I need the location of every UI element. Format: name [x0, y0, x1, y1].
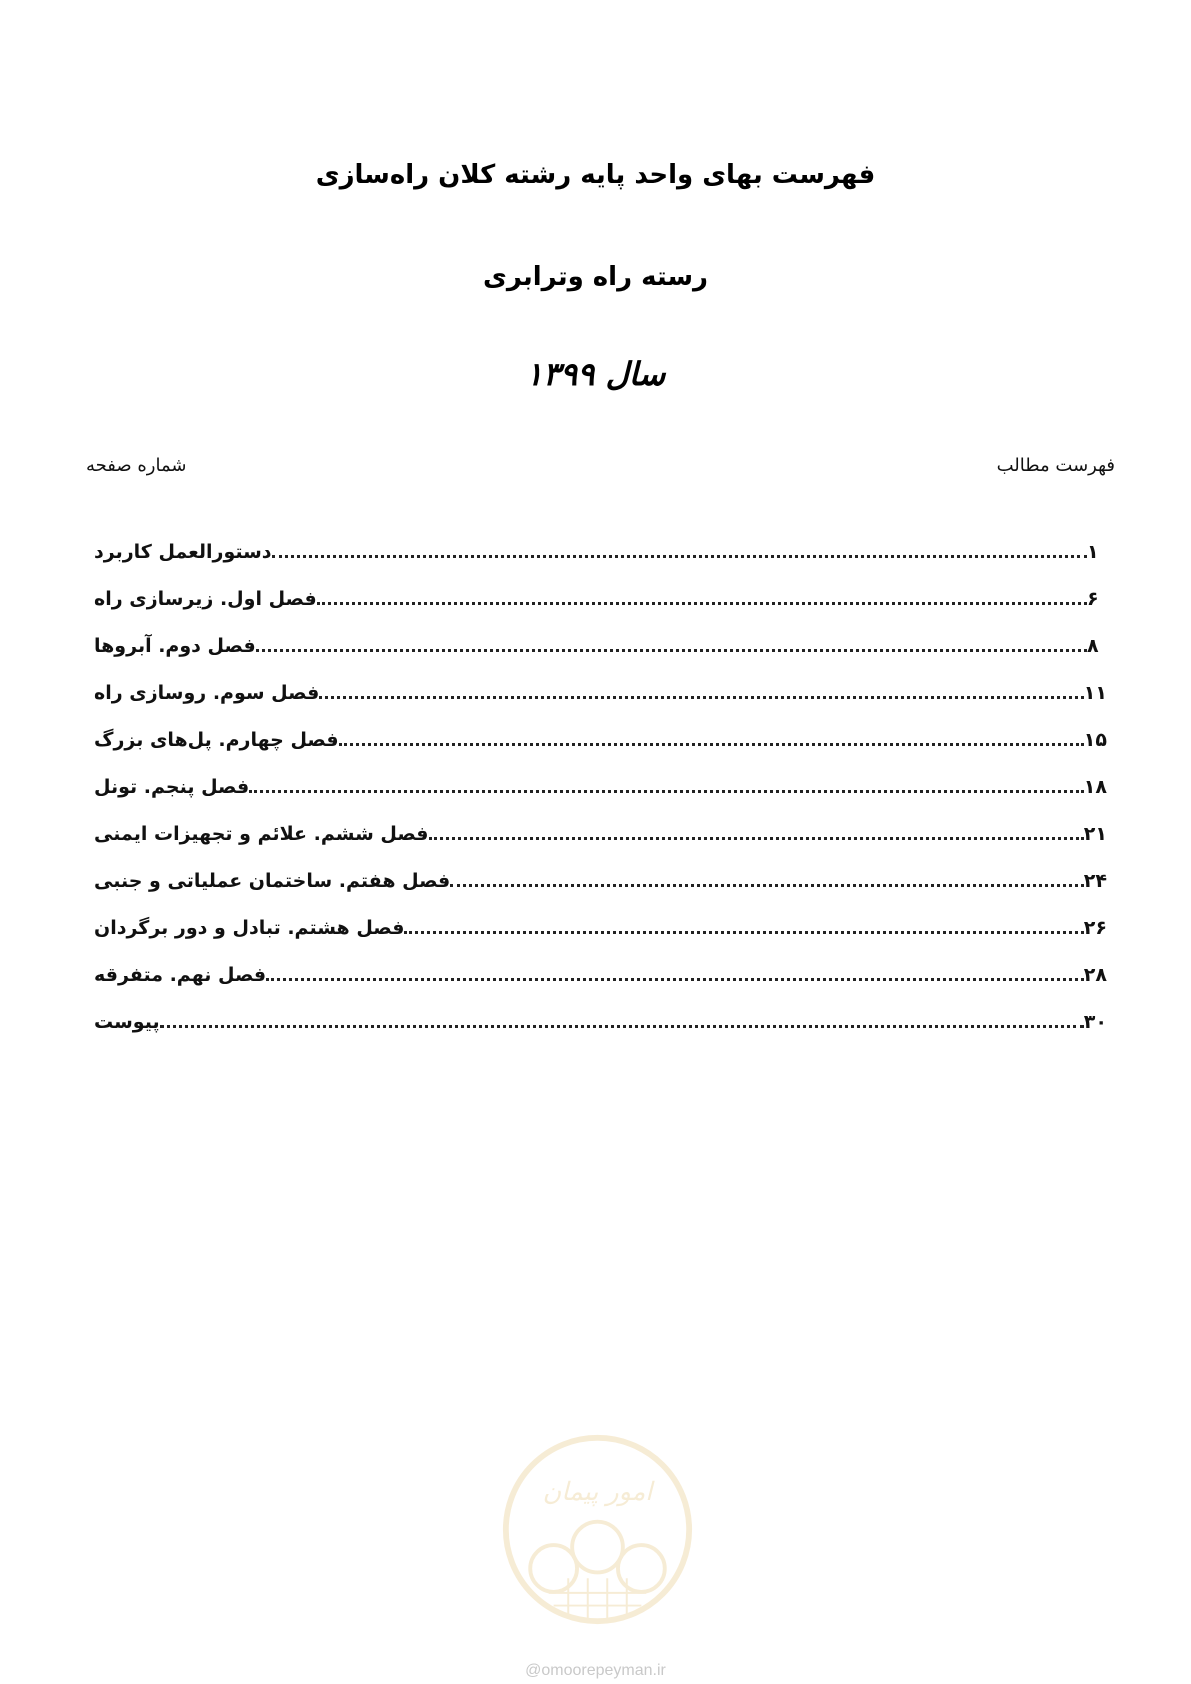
dot-leader [319, 696, 1084, 699]
document-title: فهرست بهای واحد پایه رشته کلان راه‌سازی [315, 160, 876, 190]
toc-entry-label: فصل چهارم. پل‌های بزرگ [94, 729, 339, 751]
dot-leader [450, 884, 1084, 887]
toc-entry-page: ۱۱ [1083, 682, 1107, 704]
toc-entry-label: فصل هفتم. ساختمان عملیاتی و جنبی [94, 870, 451, 892]
page-number-header: شماره صفحه [86, 455, 187, 476]
document-subtitle: رسته راه وترابری [482, 262, 709, 292]
toc-entry-label: فصل هشتم. تبادل و دور برگردان [94, 917, 405, 939]
dot-leader [249, 790, 1084, 793]
toc-entry[interactable] [86, 658, 1115, 705]
toc-entry-label: دستورالعمل کاربرد [94, 541, 272, 563]
watermark-url: @omoorepeyman.ir [525, 1662, 666, 1679]
dot-leader [317, 602, 1087, 605]
toc-entry[interactable] [86, 517, 1115, 564]
toc-entry-page: ۱ [1087, 541, 1099, 563]
toc-entry-label: فصل اول. زیرسازی راه [94, 588, 317, 610]
dot-leader [429, 837, 1084, 840]
toc-entry[interactable] [86, 611, 1115, 658]
toc-entry[interactable] [86, 752, 1115, 799]
toc-entry-label: پیوست [94, 1011, 160, 1033]
toc-entry[interactable] [86, 940, 1115, 987]
toc-entry-page: ۳۰ [1083, 1011, 1107, 1033]
dot-leader [339, 743, 1084, 746]
toc-entry-page: ۲۴ [1083, 870, 1107, 892]
toc-entry[interactable] [86, 705, 1115, 752]
toc-entry-page: ۲۸ [1083, 964, 1107, 986]
dot-leader [404, 931, 1083, 934]
toc-entry[interactable] [86, 987, 1115, 1034]
toc-entry-page: ۸ [1087, 635, 1099, 657]
toc-entry-page: ۱۸ [1083, 776, 1107, 798]
dot-leader [160, 1025, 1084, 1028]
toc-entry-label: فصل سوم. روسازی راه [94, 682, 320, 704]
toc-entry-page: ۲۶ [1083, 917, 1107, 939]
watermark-logo-text: امور پیمان [542, 1476, 653, 1507]
document-year: سال ۱۳۹۹ [525, 355, 666, 393]
toc-header [86, 455, 1115, 485]
toc-entry-label: فصل ششم. علائم و تجهیزات ایمنی [94, 823, 429, 845]
toc-entry-page: ۲۱ [1083, 823, 1107, 845]
toc-entry-label: فصل پنجم. تونل [94, 776, 250, 798]
toc-entry[interactable] [86, 846, 1115, 893]
toc-title: فهرست مطالب [996, 455, 1115, 476]
dot-leader [266, 978, 1084, 981]
toc-entry[interactable] [86, 564, 1115, 611]
watermark-logo [500, 1432, 695, 1627]
toc-entry[interactable] [86, 799, 1115, 846]
toc-entry-label: فصل دوم. آبروها [94, 635, 256, 657]
dot-leader [256, 649, 1087, 652]
table-of-contents [86, 517, 1115, 1034]
toc-entry-page: ۱۵ [1083, 729, 1107, 751]
toc-entry-page: ۶ [1087, 588, 1099, 610]
toc-entry-label: فصل نهم. متفرقه [94, 964, 267, 986]
toc-entry[interactable] [86, 893, 1115, 940]
dot-leader [272, 555, 1087, 558]
